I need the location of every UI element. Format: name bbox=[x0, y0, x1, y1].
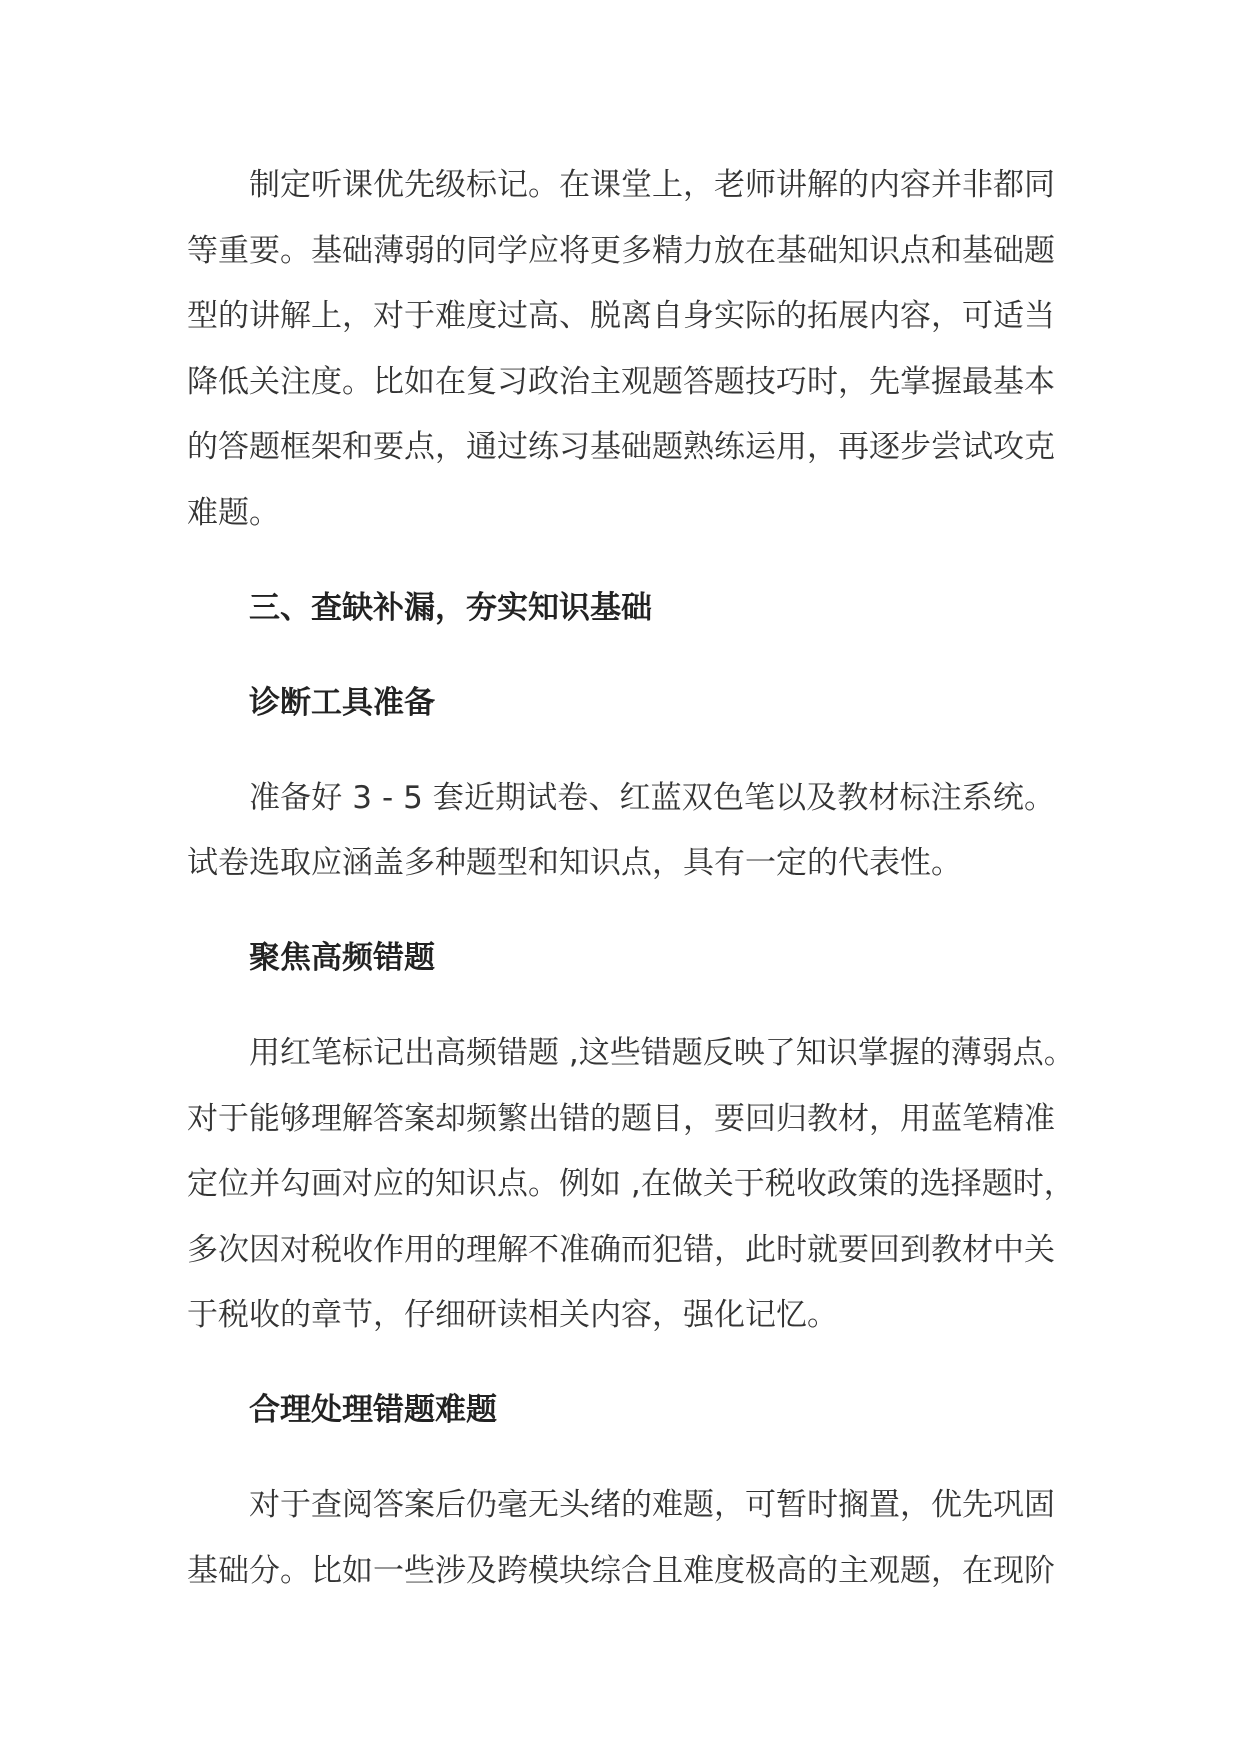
subsection-heading-high-frequency-errors: 聚焦高频错题 bbox=[249, 940, 435, 976]
paragraph-line: 基础分。比如一些涉及跨模块综合且难度极高的主观题，在现阶 bbox=[187, 1552, 1055, 1589]
paragraph-line: 多次因对税收作用的理解不准确而犯错，此时就要回到教材中关 bbox=[187, 1231, 1055, 1268]
paragraph-line: 的答题框架和要点，通过练习基础题熟练运用，再逐步尝试攻克 bbox=[187, 429, 1055, 465]
paragraph-line: 制定听课优先级标记。在课堂上，老师讲解的内容并非都同 bbox=[249, 167, 1055, 203]
paragraph-hard-questions bbox=[187, 1473, 1055, 1604]
paragraph-line: 对于查阅答案后仍毫无头绪的难题，可暂时搁置，优先巩固 bbox=[249, 1487, 1055, 1523]
section-heading: 三、查缺补漏，夯实知识基础 bbox=[249, 589, 652, 626]
paragraph-line: 用红笔标记出高频错题 ,这些错题反映了知识掌握的薄弱点。 bbox=[249, 1035, 1075, 1071]
paragraph-line: 型的讲解上，对于难度过高、脱离自身实际的拓展内容，可适当 bbox=[187, 298, 1055, 334]
paragraph-high-frequency-errors bbox=[187, 1021, 1075, 1349]
paragraph-diagnosis-tools bbox=[187, 766, 1055, 897]
paragraph-line: 难题。 bbox=[187, 494, 280, 531]
paragraph-line: 对于能够理解答案却频繁出错的题目，要回归教材，用蓝笔精准 bbox=[187, 1100, 1055, 1137]
paragraph-line: 等重要。基础薄弱的同学应将更多精力放在基础知识点和基础题 bbox=[187, 232, 1055, 269]
document-body bbox=[187, 153, 1075, 1634]
paragraph-line: 准备好 3 - 5 套近期试卷、红蓝双色笔以及教材标注系统。 bbox=[249, 779, 1055, 816]
paragraph-listening-priority bbox=[187, 153, 1055, 546]
paragraph-line: 定位并勾画对应的知识点。例如 ,在做关于税收政策的选择题时， bbox=[187, 1166, 1075, 1202]
subsection-heading-hard-questions: 合理处理错题难题 bbox=[249, 1392, 497, 1428]
paragraph-line: 试卷选取应涵盖多种题型和知识点，具有一定的代表性。 bbox=[187, 845, 962, 881]
subsection-heading-diagnosis-tools: 诊断工具准备 bbox=[249, 684, 435, 721]
paragraph-line: 于税收的章节，仔细研读相关内容，强化记忆。 bbox=[187, 1297, 838, 1333]
paragraph-line: 降低关注度。比如在复习政治主观题答题技巧时，先掌握最基本 bbox=[187, 363, 1055, 400]
